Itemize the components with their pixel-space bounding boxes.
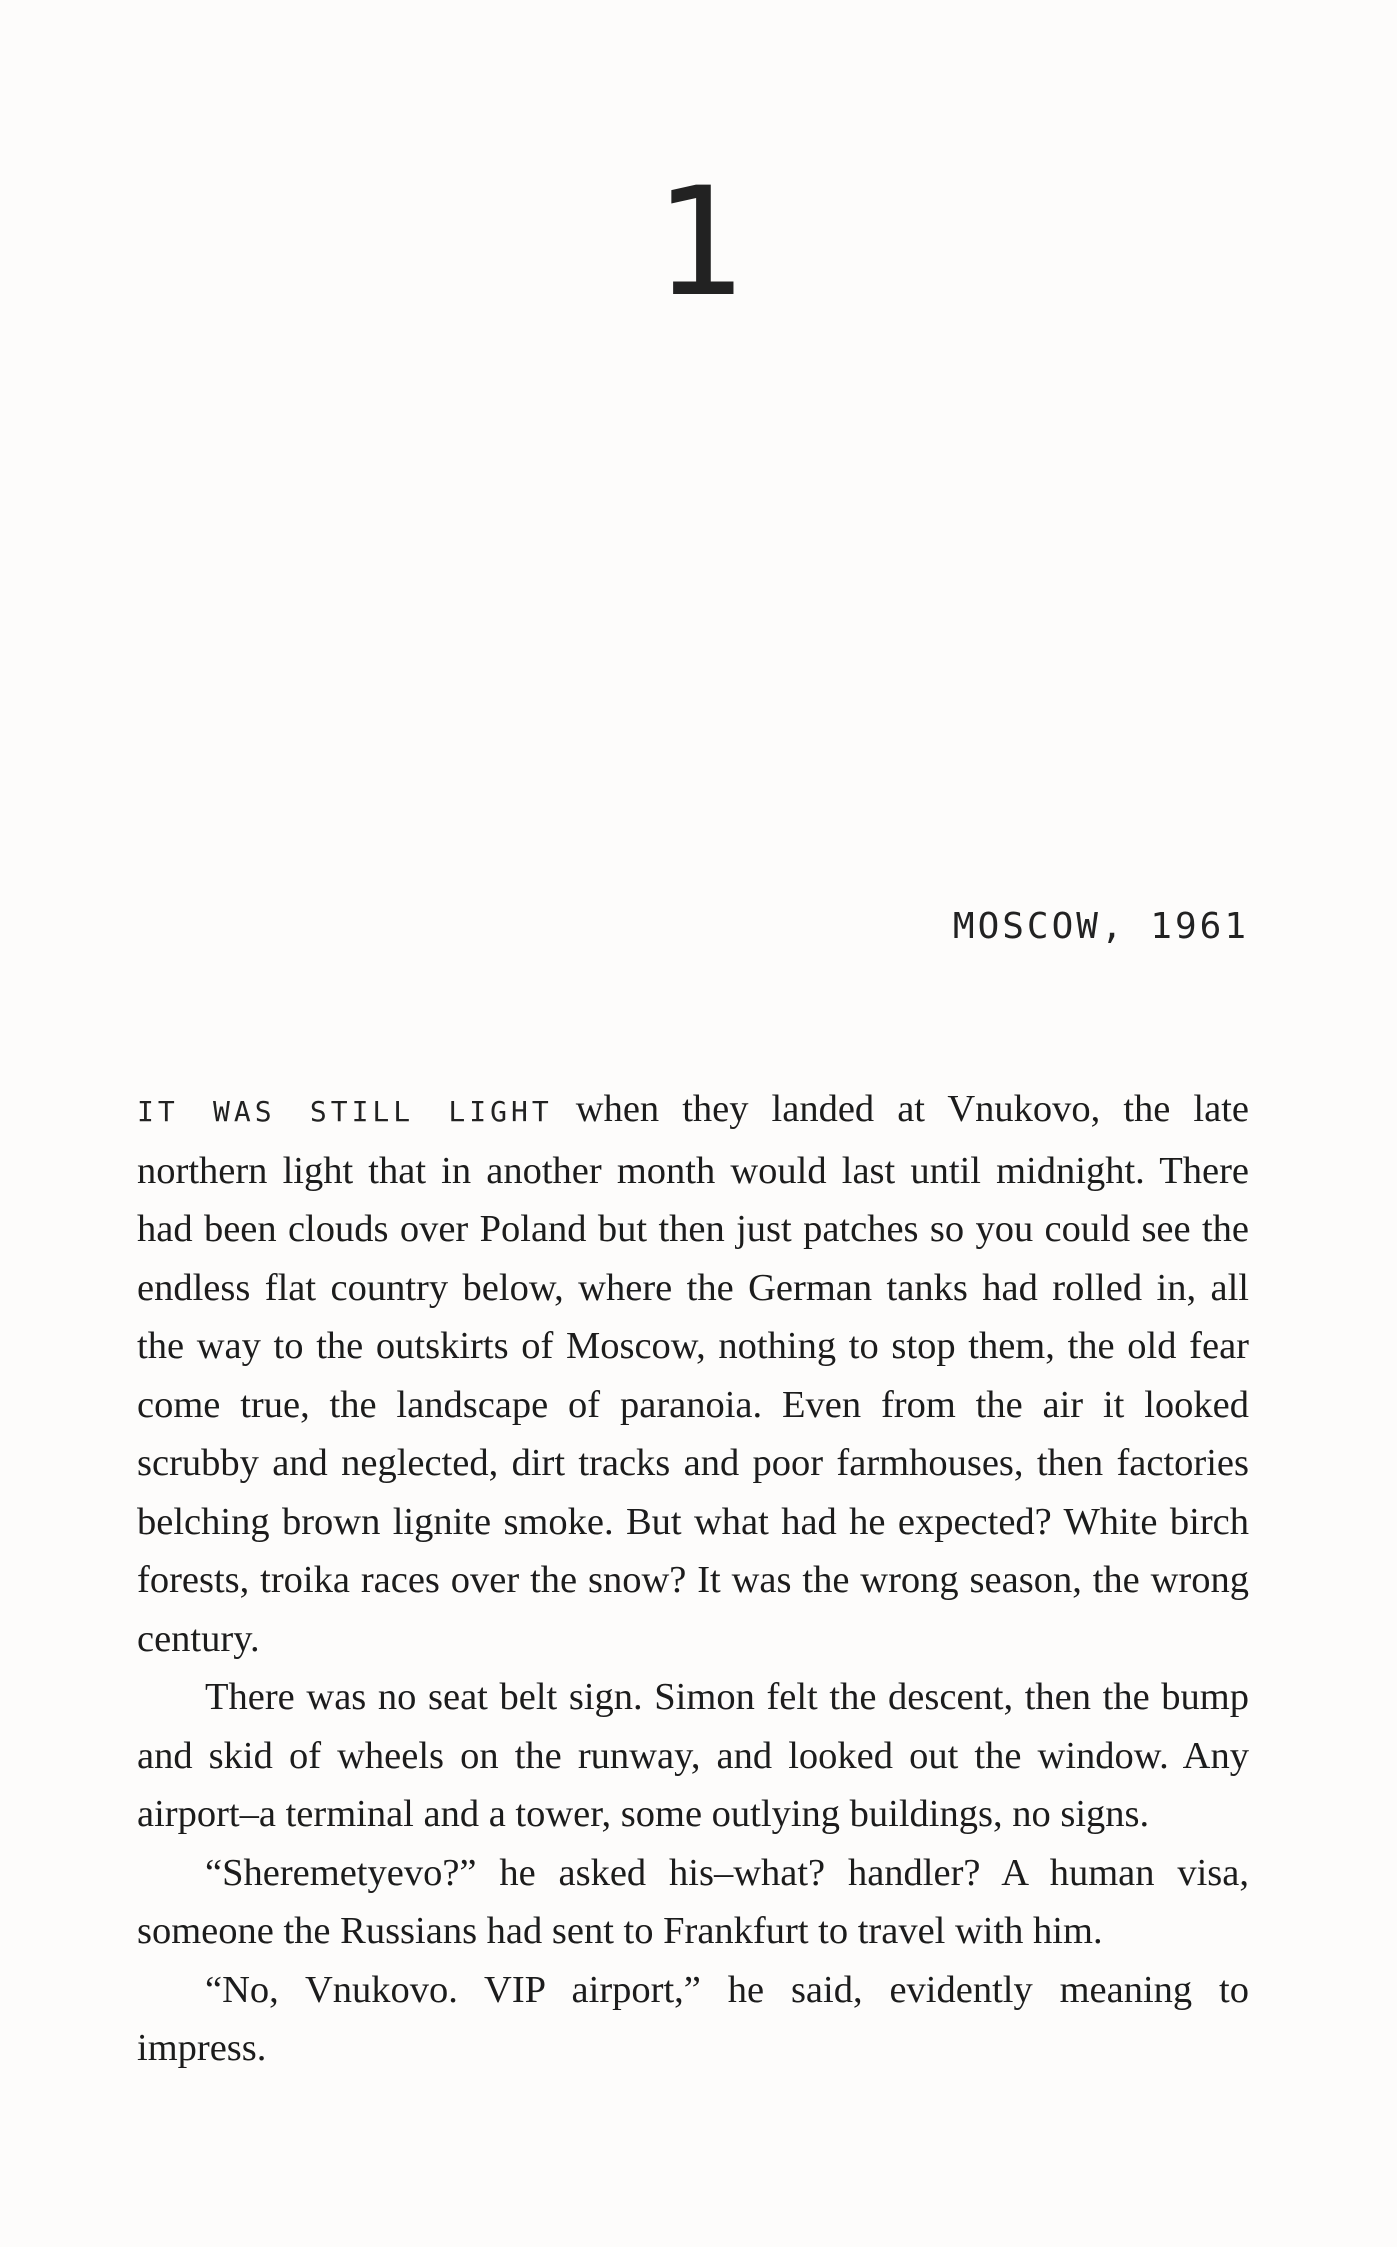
lead-in-small-caps: IT WAS STILL LIGHT — [137, 1095, 553, 1128]
chapter-number: 1 — [653, 156, 744, 330]
paragraph-2: There was no seat belt sign. Simon felt the descent, then the bump and skid of wheels on the runway, and looked out the window. Any airport–a terminal and a tower, some outlying buildings, no signs. — [137, 1676, 1249, 1835]
paragraph-1 — [137, 1080, 1249, 1668]
paragraph-4: “No, Vnukovo. VIP airport,” he said, evidently meaning to impress. — [137, 1968, 1249, 2069]
chapter-body — [137, 1080, 1249, 2078]
chapter-location-heading: MOSCOW, 1961 — [952, 906, 1249, 947]
paragraph-1-text: when they landed at Vnukovo, the late northern light that in another month would last until midnight. There had been clouds over Poland but then just patches so you could see the endless flat country below, where the German tanks had rolled in, all the way to the outskirts of Moscow, nothing to stop them, the old fear come true, the landscape of paranoia. Even from the air it looked scrubby and neglected, dirt tracks and poor farmhouses, then factories belching brown lignite smoke. But what had he expected? White birch forests, troika races over the snow? It was the wrong season, the wrong century. — [137, 1088, 1250, 1660]
paragraph-3: “Sheremetyevo?” he asked his–what? handler? A human visa, someone the Russians had sent to Frankfurt to travel with him. — [137, 1851, 1249, 1952]
